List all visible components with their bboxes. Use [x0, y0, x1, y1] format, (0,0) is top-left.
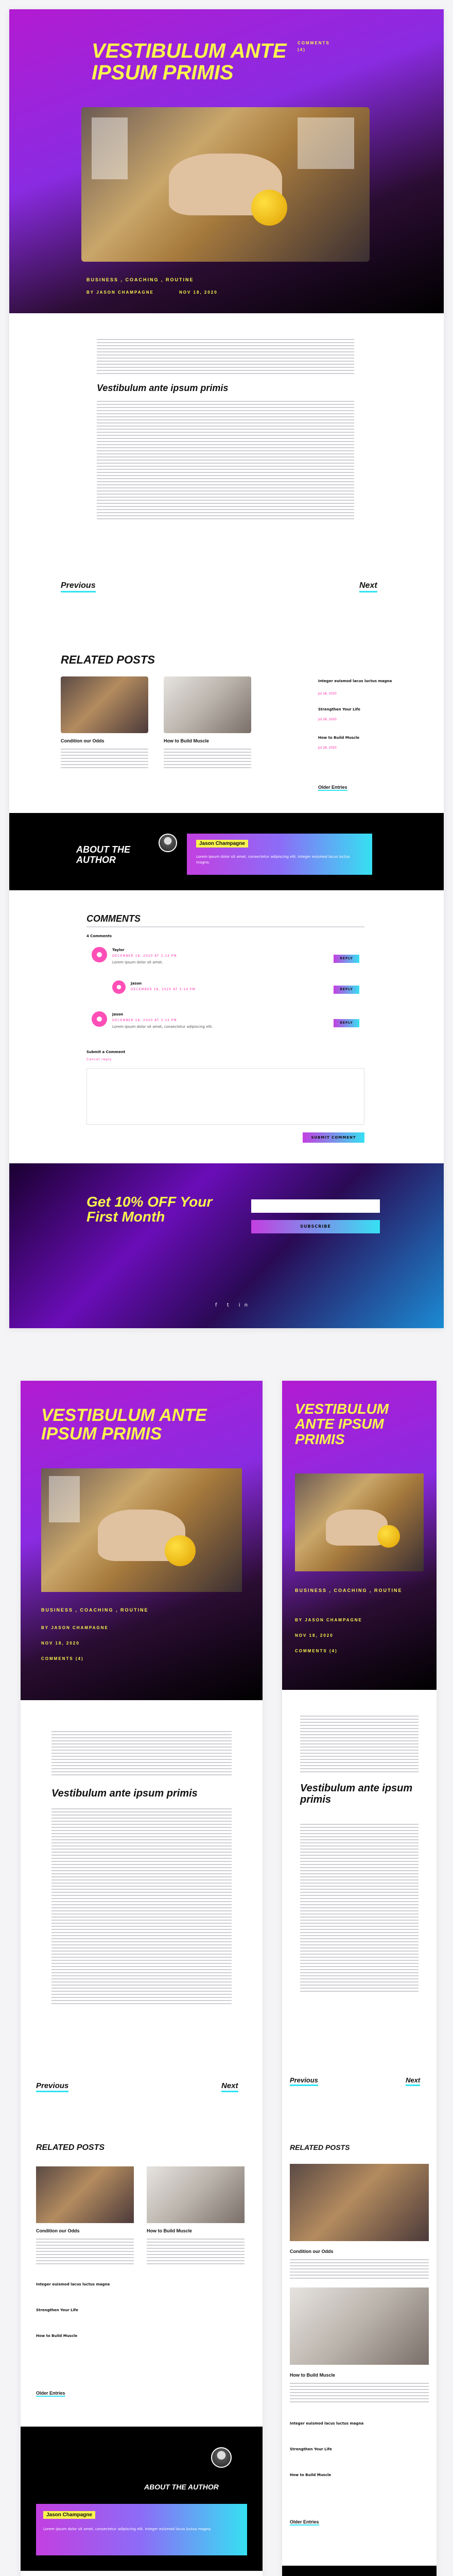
tablet-board	[21, 1381, 263, 2576]
tablet-author-label: ABOUT THE AUTHOR	[144, 2483, 219, 2491]
related-title-2[interactable]: How to Build Muscle	[164, 738, 210, 743]
comment-name-3: Jason	[112, 1012, 124, 1016]
tablet-comments[interactable]: COMMENTS (4)	[41, 1656, 84, 1661]
mobile-date: NOV 18, 2020	[295, 1633, 334, 1638]
comments-count: 4 Comments	[86, 934, 112, 938]
tablet-author-avatar	[211, 2447, 232, 2468]
mobile-side-3[interactable]: How to Build Muscle	[290, 2473, 332, 2477]
date-meta: NOV 18, 2020	[179, 290, 218, 295]
comments-heading: COMMENTS	[86, 913, 141, 924]
author-avatar	[159, 834, 177, 852]
next-link[interactable]: Next	[359, 581, 377, 592]
mobile-related-1[interactable]: Condition our Odds	[290, 2249, 334, 2254]
comment-textarea[interactable]	[86, 1068, 364, 1125]
mobile-related-2[interactable]: How to Build Muscle	[290, 2372, 336, 2378]
tablet-thumb-1[interactable]	[36, 2166, 134, 2223]
reply-button-1[interactable]: REPLY	[334, 955, 359, 963]
hero-photo	[81, 107, 370, 262]
tablet-next[interactable]: Next	[221, 2081, 238, 2092]
mobile-related-heading: RELATED POSTS	[290, 2143, 350, 2151]
promo-section	[9, 1163, 444, 1328]
tablet-hero	[21, 1381, 263, 1700]
mobile-side-2[interactable]: Strengthen Your Life	[290, 2447, 332, 2451]
tablet-categories[interactable]: BUSINESS , COACHING , ROUTINE	[41, 1607, 149, 1613]
author-section	[9, 813, 444, 890]
tablet-older-entries[interactable]: Older Entries	[36, 2391, 65, 2396]
mobile-subheading: Vestibulum ante ipsum primis	[300, 1783, 413, 1805]
related-thumb-2[interactable]	[164, 676, 251, 733]
author-bio: Lorem ipsum dolor sit amet, consectetur adipiscing elit. Integer euismod lacus luctus magna.	[196, 855, 350, 865]
tablet-author[interactable]: BY JASON CHAMPAGNE	[41, 1625, 109, 1630]
sidebar-link-3[interactable]: How to Build Muscle	[318, 736, 360, 740]
comment-text-3: Lorem ipsum dolor sit amet, consectetur adipiscing elit.	[112, 1025, 213, 1029]
tablet-author-name[interactable]: Jason Champagne	[43, 2511, 95, 2519]
author-meta[interactable]: BY JASON CHAMPAGNE	[86, 290, 154, 295]
hero-section	[9, 9, 444, 313]
subscribe-button[interactable]: SUBSCRIBE	[251, 1220, 380, 1233]
tablet-hero-photo	[41, 1468, 242, 1592]
author-name[interactable]: Jason Champagne	[196, 840, 248, 848]
tablet-related-heading: RELATED POSTS	[36, 2143, 105, 2152]
desktop-board	[9, 9, 444, 1328]
mobile-categories[interactable]: BUSINESS , COACHING , ROUTINE	[295, 1588, 403, 1593]
related-thumb-1[interactable]	[61, 676, 148, 733]
comment-text-1: Lorem ipsum dolor sit amet.	[112, 960, 163, 964]
tablet-author-bio: Lorem ipsum dolor sit amet, consectetur adipiscing elit. Integer euismod lacus luctus magna.	[43, 2527, 212, 2531]
mobile-comments[interactable]: COMMENTS (4)	[295, 1649, 338, 1653]
related-heading: RELATED POSTS	[61, 653, 155, 666]
tablet-side-1[interactable]: Integer euismod lacus luctus magna	[36, 2282, 110, 2286]
mobile-author[interactable]: BY JASON CHAMPAGNE	[295, 1618, 362, 1622]
submit-heading: Submit a Comment	[86, 1050, 126, 1054]
post-subheading: Vestibulum ante ipsum primis	[97, 383, 229, 393]
tablet-date: NOV 18, 2020	[41, 1641, 80, 1646]
tablet-related-1[interactable]: Condition our Odds	[36, 2228, 80, 2233]
post-title: VESTIBULUM ANTE IPSUM PRIMIS	[92, 40, 287, 84]
comment-date-3: DECEMBER 18, 2020 AT 3:14 PM	[112, 1019, 177, 1022]
mobile-prev[interactable]: Previous	[290, 2076, 318, 2086]
author-card	[187, 834, 372, 875]
previous-link[interactable]: Previous	[61, 581, 96, 592]
mobile-side-1[interactable]: Integer euismod lacus luctus magna	[290, 2421, 364, 2426]
mobile-board	[282, 1381, 437, 2576]
sidebar-meta-1: Jul 28, 2020	[318, 692, 337, 696]
mobile-hero-photo	[295, 1473, 424, 1571]
comment-date-2: DECEMBER 18, 2020 AT 3:14 PM	[131, 988, 196, 991]
body-text	[97, 339, 354, 376]
comment-name-1: Taylor	[112, 948, 125, 952]
mobile-hero	[282, 1381, 437, 1690]
related-title-1[interactable]: Condition our Odds	[61, 738, 104, 743]
comment-date-1: DECEMBER 18, 2020 AT 3:14 PM	[112, 954, 177, 958]
comment-avatar-3	[92, 1011, 107, 1027]
tablet-side-3[interactable]: How to Build Muscle	[36, 2334, 78, 2338]
mobile-thumb-1[interactable]	[290, 2164, 429, 2241]
mobile-next[interactable]: Next	[406, 2076, 420, 2086]
social-icons[interactable]: f t in	[215, 1302, 252, 1308]
tablet-author-card	[36, 2504, 247, 2555]
comments-meta[interactable]: COMMENTS (4)	[298, 41, 330, 52]
cancel-reply[interactable]: Cancel reply	[86, 1058, 112, 1061]
sidebar-link-2[interactable]: Strengthen Your Life	[318, 707, 360, 711]
mobile-older-entries[interactable]: Older Entries	[290, 2519, 319, 2524]
comment-avatar-2	[112, 980, 126, 994]
author-label: ABOUT THE AUTHOR	[76, 844, 130, 865]
tablet-post-title: VESTIBULUM ANTE IPSUM PRIMIS	[41, 1405, 207, 1444]
tablet-subheading: Vestibulum ante ipsum primis	[51, 1788, 198, 1799]
tablet-author-section	[21, 2427, 263, 2571]
comment-avatar-1	[92, 947, 107, 962]
submit-comment-button[interactable]: SUBMIT COMMENT	[303, 1132, 364, 1143]
comment-name-2: Jason	[131, 981, 142, 986]
mobile-thumb-2[interactable]	[290, 2287, 429, 2365]
mobile-post-title: VESTIBULUM ANTE IPSUM PRIMIS	[295, 1401, 389, 1447]
categories-meta[interactable]: BUSINESS , COACHING , ROUTINE	[86, 277, 194, 282]
tablet-related-2[interactable]: How to Build Muscle	[147, 2228, 193, 2233]
sidebar-link-1[interactable]: Integer euismod lacus luctus magna	[318, 679, 392, 683]
reply-button-2[interactable]: REPLY	[334, 986, 359, 994]
tablet-side-2[interactable]: Strengthen Your Life	[36, 2308, 78, 2312]
mobile-author-section	[282, 2566, 437, 2576]
body-text-2	[97, 401, 354, 519]
tablet-prev[interactable]: Previous	[36, 2081, 68, 2092]
sidebar-meta-2: Jul 28, 2020	[318, 718, 337, 721]
reply-button-3[interactable]: REPLY	[334, 1019, 359, 1027]
older-entries-link[interactable]: Older Entries	[318, 785, 347, 790]
promo-headline: Get 10% OFF Your First Month	[86, 1194, 213, 1225]
tablet-thumb-2[interactable]	[147, 2166, 245, 2223]
sidebar-meta-3: Jul 28, 2020	[318, 746, 337, 750]
email-field[interactable]	[251, 1199, 380, 1213]
